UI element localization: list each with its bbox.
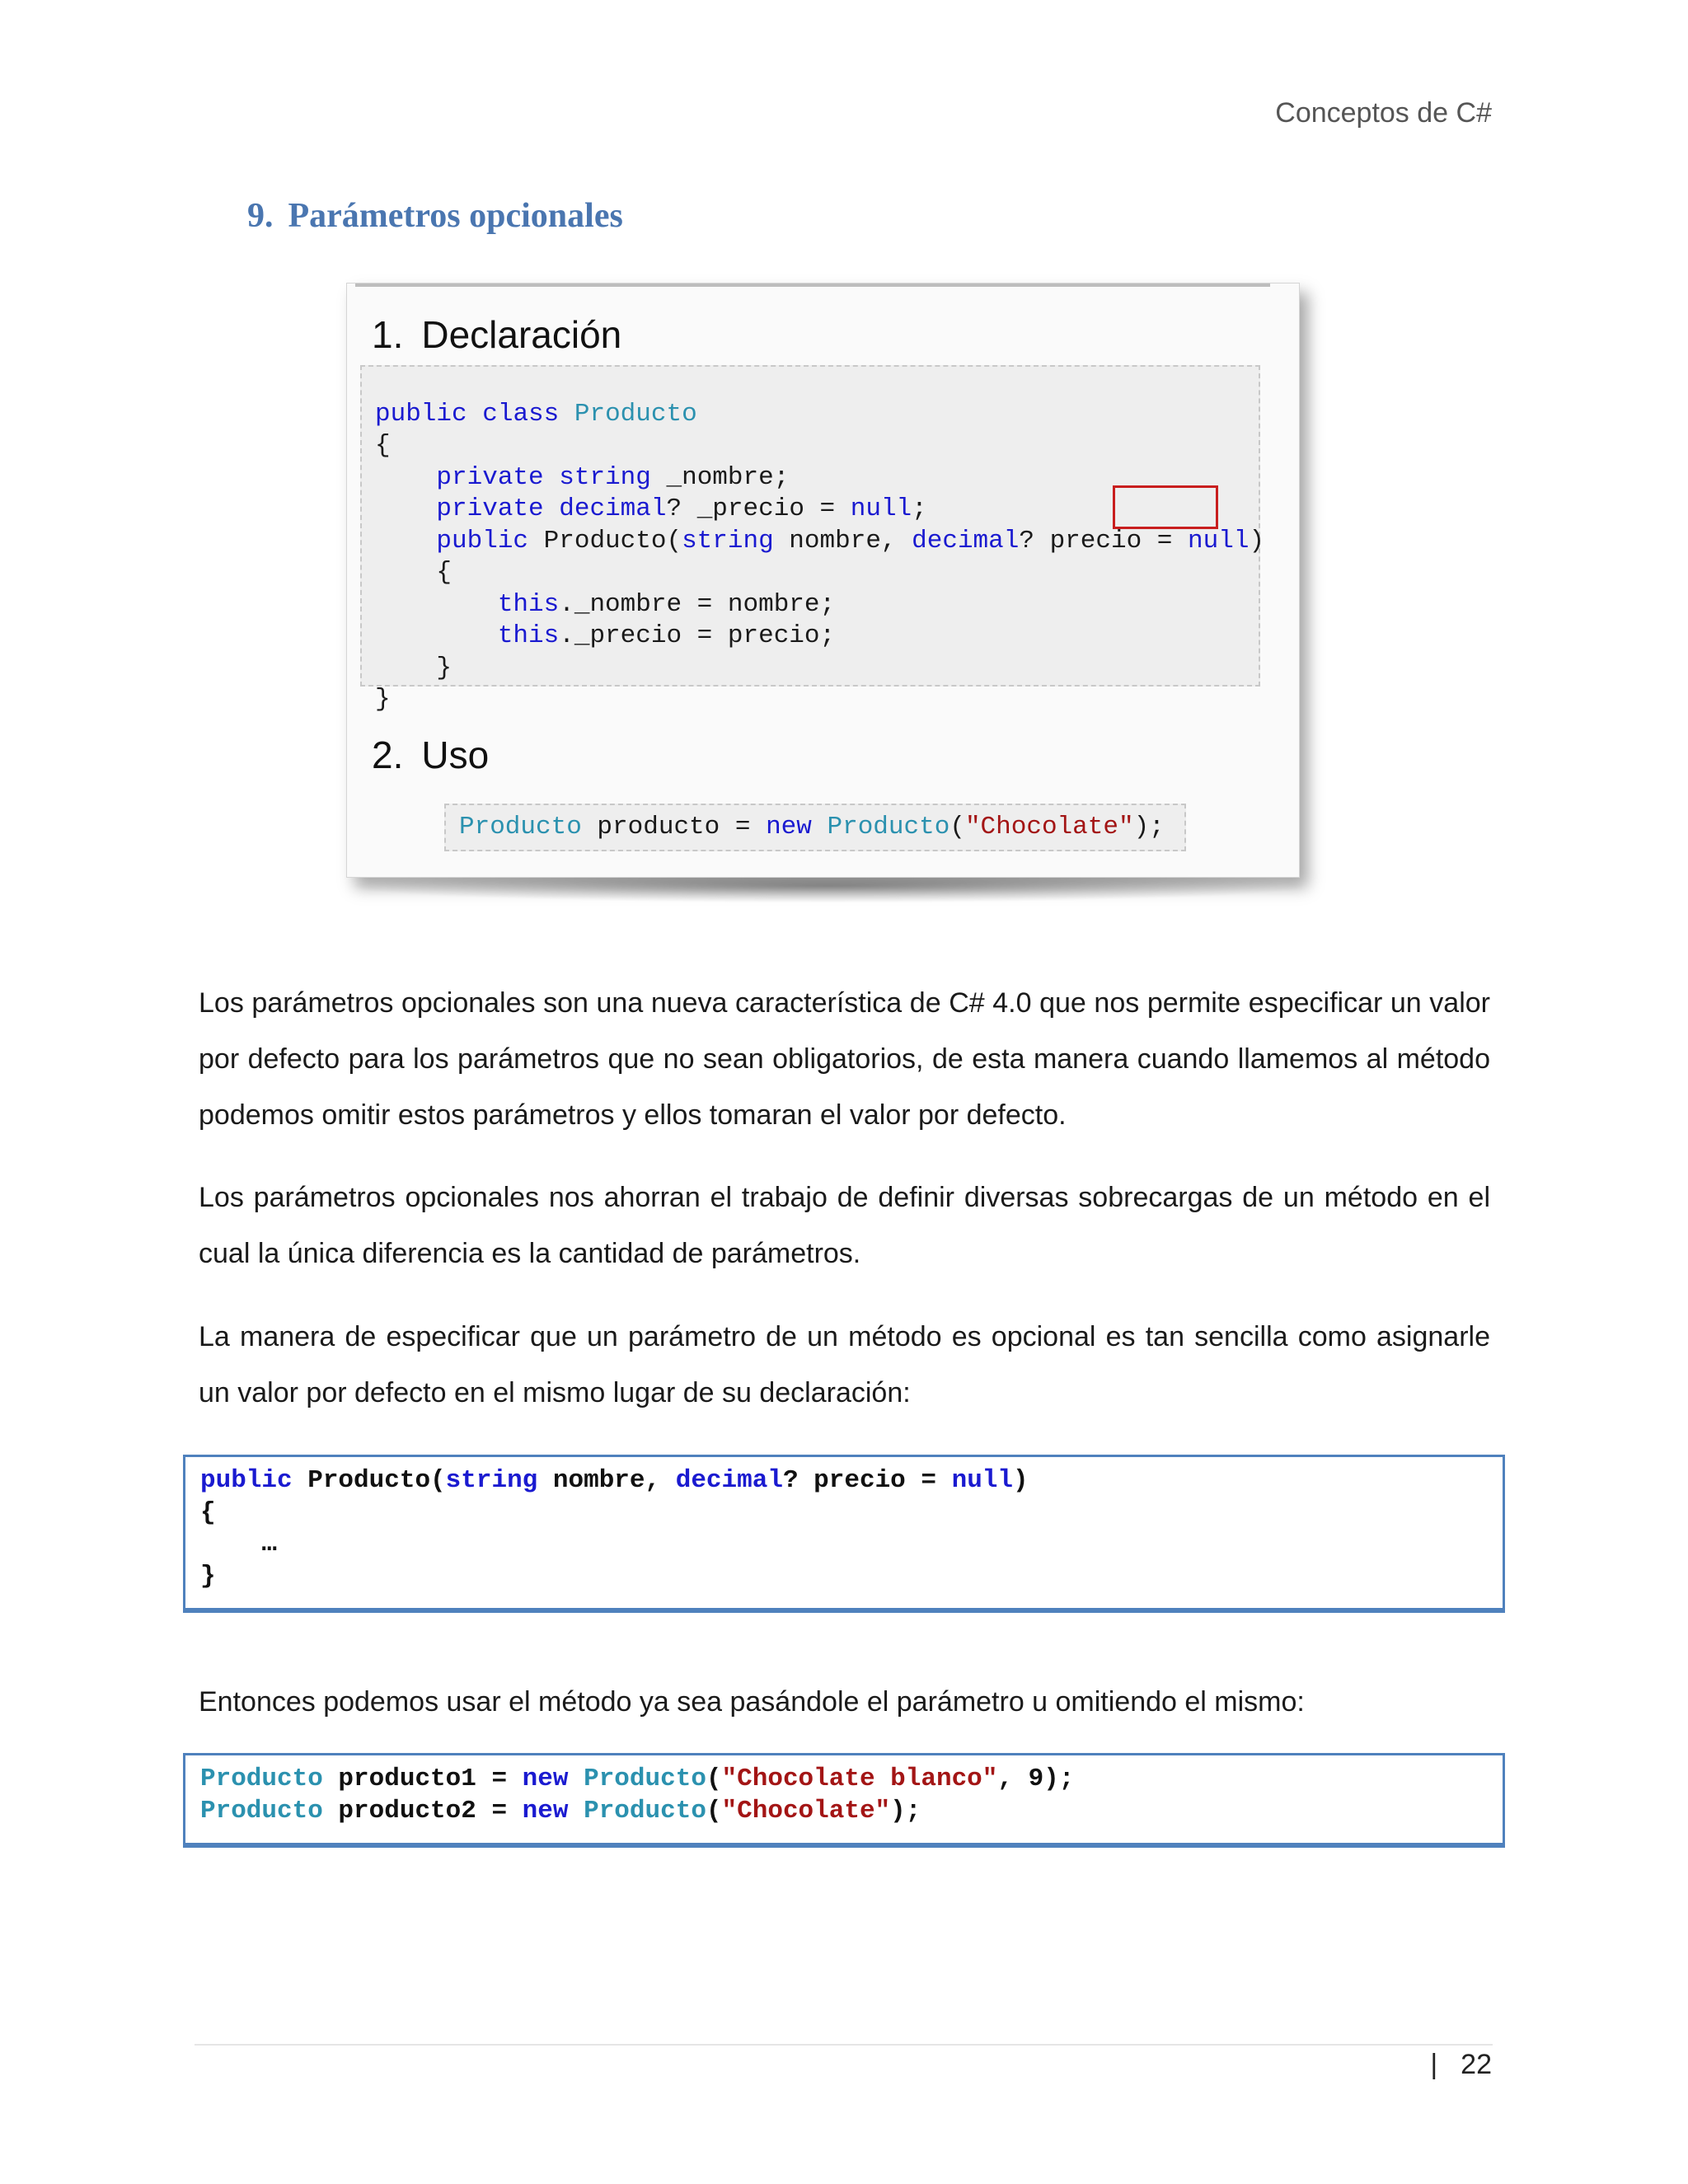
declaration-title: Declaración bbox=[421, 313, 622, 356]
code-line: public Producto(string nombre, decimal? precio = null) bbox=[436, 526, 1265, 555]
code-line: Producto producto1 = new Producto("Chocolate blanco", 9); bbox=[200, 1765, 1075, 1793]
usage-number: 2. bbox=[372, 733, 404, 776]
code-line: … bbox=[200, 1530, 278, 1558]
code-line: this._nombre = nombre; bbox=[497, 589, 836, 619]
section-heading bbox=[247, 196, 623, 236]
usage-title: Uso bbox=[421, 733, 490, 776]
paragraph-how-to: La manera de especificar que un parámetro de un método es opcional es tan sencilla como asignarle un valor por defecto en el mismo lugar de su declaración: bbox=[199, 1321, 1490, 1408]
code-line: public class Producto bbox=[375, 399, 697, 429]
running-header: Conceptos de C# bbox=[1275, 97, 1492, 129]
code-line: } bbox=[200, 1561, 216, 1591]
paragraph-intro: Los parámetros opcionales son una nueva característica de C# 4.0 que nos permite especificar un valor por defecto para los parámetros que no sean obligatorios, de esta manera cuando llamemos al método podemos omitir estos parámetros y ellos tomaran el valor por defecto. bbox=[199, 987, 1490, 1131]
code-screenshot-figure bbox=[346, 283, 1300, 878]
declaration-number: 1. bbox=[372, 313, 404, 356]
footer-separator: | bbox=[1430, 2049, 1438, 2080]
usage-code: Producto producto = new Producto("Chocolate"); bbox=[444, 804, 1186, 851]
code-block-declaration bbox=[183, 1455, 1505, 1613]
code-line: } bbox=[375, 685, 391, 714]
section-number: 9. bbox=[247, 197, 274, 235]
paragraph-usage: Entonces podemos usar el método ya sea pasándole el parámetro u omitiendo el mismo: bbox=[199, 1686, 1305, 1718]
code-block-usage bbox=[183, 1753, 1505, 1848]
page-footer bbox=[1418, 2049, 1492, 2081]
default-value-highlight bbox=[1113, 485, 1218, 529]
code-line: { bbox=[200, 1497, 216, 1527]
footer-rule bbox=[195, 2044, 1493, 2046]
usage-heading bbox=[372, 733, 489, 777]
code-line: } bbox=[375, 653, 452, 682]
code-line: { bbox=[375, 431, 391, 460]
code-line: private decimal? _precio = null; bbox=[436, 494, 927, 523]
section-title: Parámetros opcionales bbox=[288, 197, 623, 235]
declaration-heading bbox=[372, 312, 621, 357]
figure-top-border bbox=[355, 284, 1270, 287]
code-line: Producto producto2 = new Producto("Chocolate"); bbox=[200, 1796, 921, 1825]
code-line: private string _nombre; bbox=[436, 462, 790, 492]
page-number: 22 bbox=[1461, 2049, 1492, 2080]
paragraph-overloads: Los parámetros opcionales nos ahorran el trabajo de definir diversas sobrecargas de un método en el cual la única diferencia es la cantidad de parámetros. bbox=[199, 1182, 1490, 1269]
code-line: { bbox=[375, 558, 452, 587]
code-line: public Producto(string nombre, decimal? precio = null) bbox=[200, 1466, 1029, 1495]
code-line: this._precio = precio; bbox=[497, 621, 836, 650]
